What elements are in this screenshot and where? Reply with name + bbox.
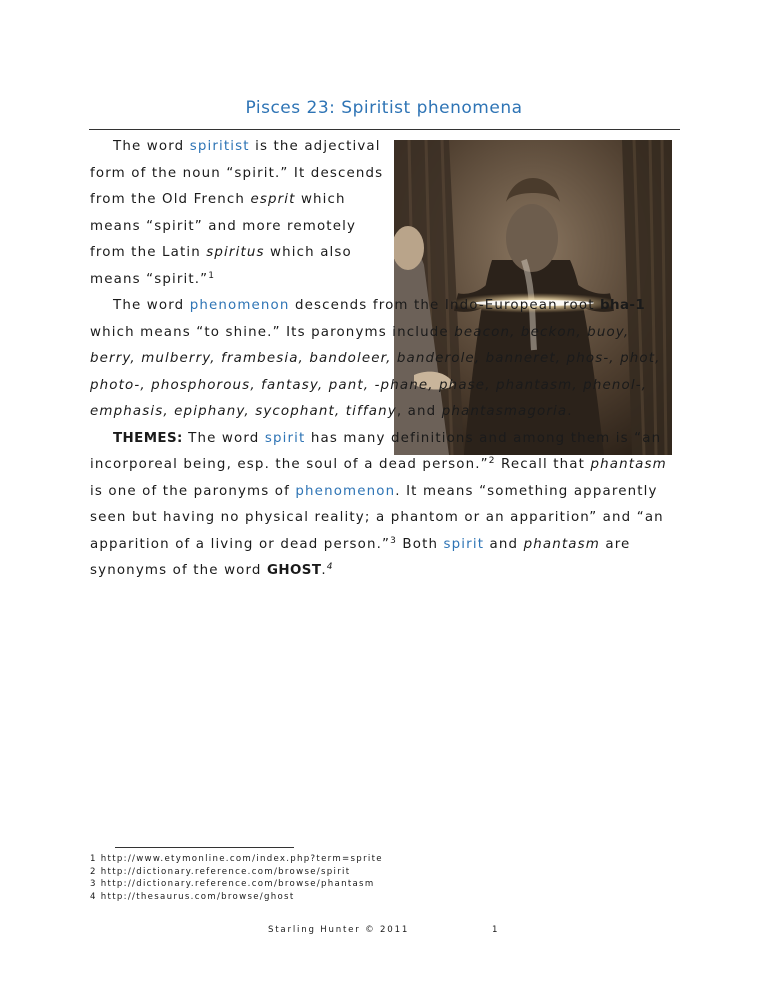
- text-run: The word: [113, 139, 190, 154]
- text-run: descends from the Indo-European root: [289, 298, 601, 313]
- article-body: [90, 134, 680, 585]
- root-bha: bha-1: [600, 298, 646, 313]
- text-run: is the adjectival form of the noun “spirit.” It descends from the Old French: [90, 139, 384, 207]
- footnote-ref-2[interactable]: 2: [488, 456, 496, 466]
- text-run: which also means “spirit.”: [90, 245, 352, 287]
- title-rule: [89, 129, 680, 130]
- footnote-3[interactable]: 3 http://dictionary.reference.com/browse/phantasm: [90, 879, 375, 890]
- term-spirit-2: spirit: [443, 536, 485, 552]
- paragraph-spiritist: [90, 134, 385, 293]
- footnote-1[interactable]: 1 http://www.etymonline.com/index.php?term=sprite: [90, 854, 383, 864]
- term-spiritus: spiritus: [206, 245, 265, 260]
- footer-author: Starling Hunter © 2011: [268, 925, 410, 935]
- page-number: 1: [492, 925, 500, 935]
- footnote-4[interactable]: 4 http://thesaurus.com/browse/ghost: [90, 892, 295, 903]
- page-title: Pisces 23: Spiritist phenomena: [245, 98, 523, 118]
- text-run: is one of the paronyms of: [90, 483, 296, 499]
- paragraph-themes: [90, 426, 680, 585]
- footnote-ref-3[interactable]: 3: [390, 535, 397, 546]
- term-phantasm-2: phantasm: [523, 536, 600, 552]
- text-run: Recall that: [495, 457, 591, 472]
- footnote-2[interactable]: 2 http://dictionary.reference.com/browse/spirit: [90, 866, 351, 877]
- term-phantasm: phantasm: [590, 457, 667, 472]
- text-run: , and: [396, 404, 442, 419]
- term-esprit: esprit: [250, 192, 296, 207]
- footnote-ref-1[interactable]: 1: [208, 270, 216, 281]
- term-phantasmagoria: phantasmagoria: [441, 404, 568, 419]
- text-run: The word: [182, 430, 265, 446]
- text-run: and: [484, 536, 524, 552]
- term-spirit: spirit: [264, 430, 306, 446]
- themes-label: THEMES:: [113, 430, 183, 446]
- text-run: .: [321, 563, 327, 578]
- text-run: which means “to shine.” Its paronyms include: [90, 324, 455, 340]
- footnotes: [90, 853, 690, 904]
- text-run: The word: [113, 298, 190, 313]
- text-run: are synonyms of the word: [90, 536, 631, 578]
- text-run: has many definitions and among them is “an incorporeal being, esp. the soul of a dead person.”: [90, 430, 662, 472]
- term-ghost: GHOST: [267, 563, 322, 578]
- text-run: Both: [397, 536, 444, 552]
- text-run: .: [567, 404, 573, 419]
- term-spiritist: spiritist: [189, 139, 250, 154]
- term-phenomenon-2: phenomenon: [295, 483, 396, 499]
- text-run: which means “spirit” and more remotely from the Latin: [90, 192, 357, 260]
- paronyms-list: beacon, beckon, buoy, berry, mulberry, frambesia, bandoleer, banderole, banneret, phos-, phot, photo-, phosphorous, fantasy, pant, -phane, phase, phantasm, phenol-, emphasis, epiphany, sycophant, tiffany: [90, 324, 661, 419]
- text-run: . It means “something apparently seen but having no physical reality; a phantom or an apparition” and “an apparition of a living or dead person.”: [90, 483, 664, 552]
- footnote-separator: [115, 847, 294, 848]
- paragraph-phenomenon: [90, 293, 680, 426]
- term-phenomenon: phenomenon: [189, 298, 290, 313]
- footnote-ref-4[interactable]: 4: [326, 562, 334, 572]
